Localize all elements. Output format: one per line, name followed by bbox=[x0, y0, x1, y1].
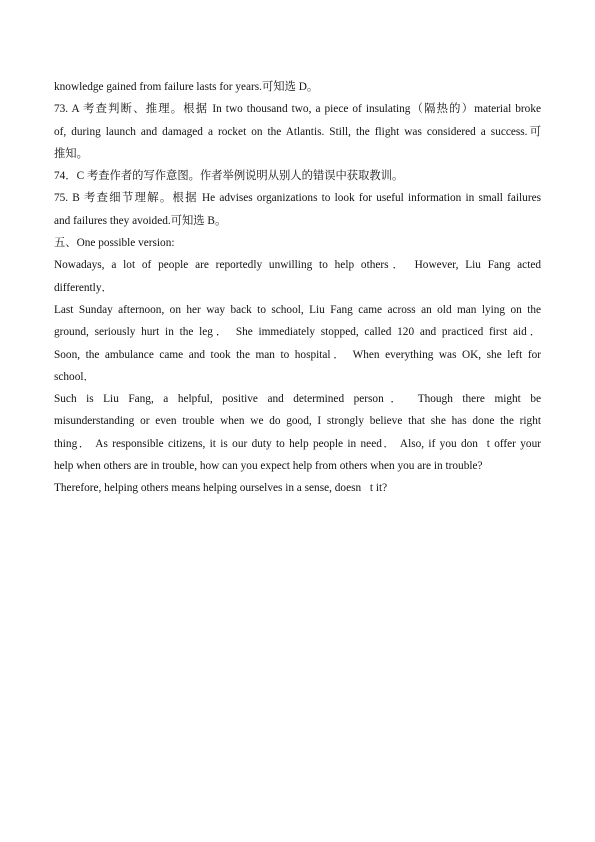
text-line: 74．C 考查作者的写作意图。作者举例说明从别人的错误中获取教训。 bbox=[54, 170, 404, 183]
text-line: Such is Liu Fang, a helpful, positive and determined person． Though there might be bbox=[54, 393, 541, 406]
text-line: misunderstanding or even trouble when we do good, I strongly believe that she has done the right bbox=[54, 415, 541, 428]
text-line: 73. A 考查判断、推理。根据 In two thousand two, a piece of insulating（隔热的）material broke bbox=[54, 103, 541, 116]
text-line: school． bbox=[54, 370, 95, 383]
text-line: and failures they avoided.可知选 B。 bbox=[54, 214, 227, 227]
text-line: knowledge gained from failure lasts for years.可知选 D。 bbox=[54, 81, 319, 93]
text-line: ground, seriously hurt in the leg． She immediately stopped, called 120 and practiced first aid． bbox=[54, 326, 541, 339]
text-line: 推知。 bbox=[54, 147, 88, 160]
text-line: help when others are in trouble, how can you expect help from others when you are in trouble? bbox=[54, 460, 483, 473]
text-line: Therefore, helping others means helping ourselves in a sense, doesn t it? bbox=[54, 482, 388, 495]
text-line: 五、One possible version: bbox=[54, 237, 175, 250]
text-line: Last Sunday afternoon, on her way back to school, Liu Fang came across an old man lying on the bbox=[54, 303, 541, 316]
text-line: thing． As responsible citizens, it is our duty to help people in need． Also, if you don t offer your bbox=[54, 437, 541, 450]
text-line: 75. B 考查细节理解。根据 He advises organizations to look for useful information in small failures bbox=[54, 192, 541, 205]
text-line: Nowadays, a lot of people are reportedly unwilling to help others． However, Liu Fang acted bbox=[54, 259, 541, 272]
text-line: of, during launch and damaged a rocket on the Atlantis. Still, the flight was considered a success.可 bbox=[54, 125, 541, 138]
text-line: Soon, the ambulance came and took the man to hospital． When everything was OK, she left for bbox=[54, 348, 541, 361]
text-line: differently． bbox=[54, 281, 113, 294]
